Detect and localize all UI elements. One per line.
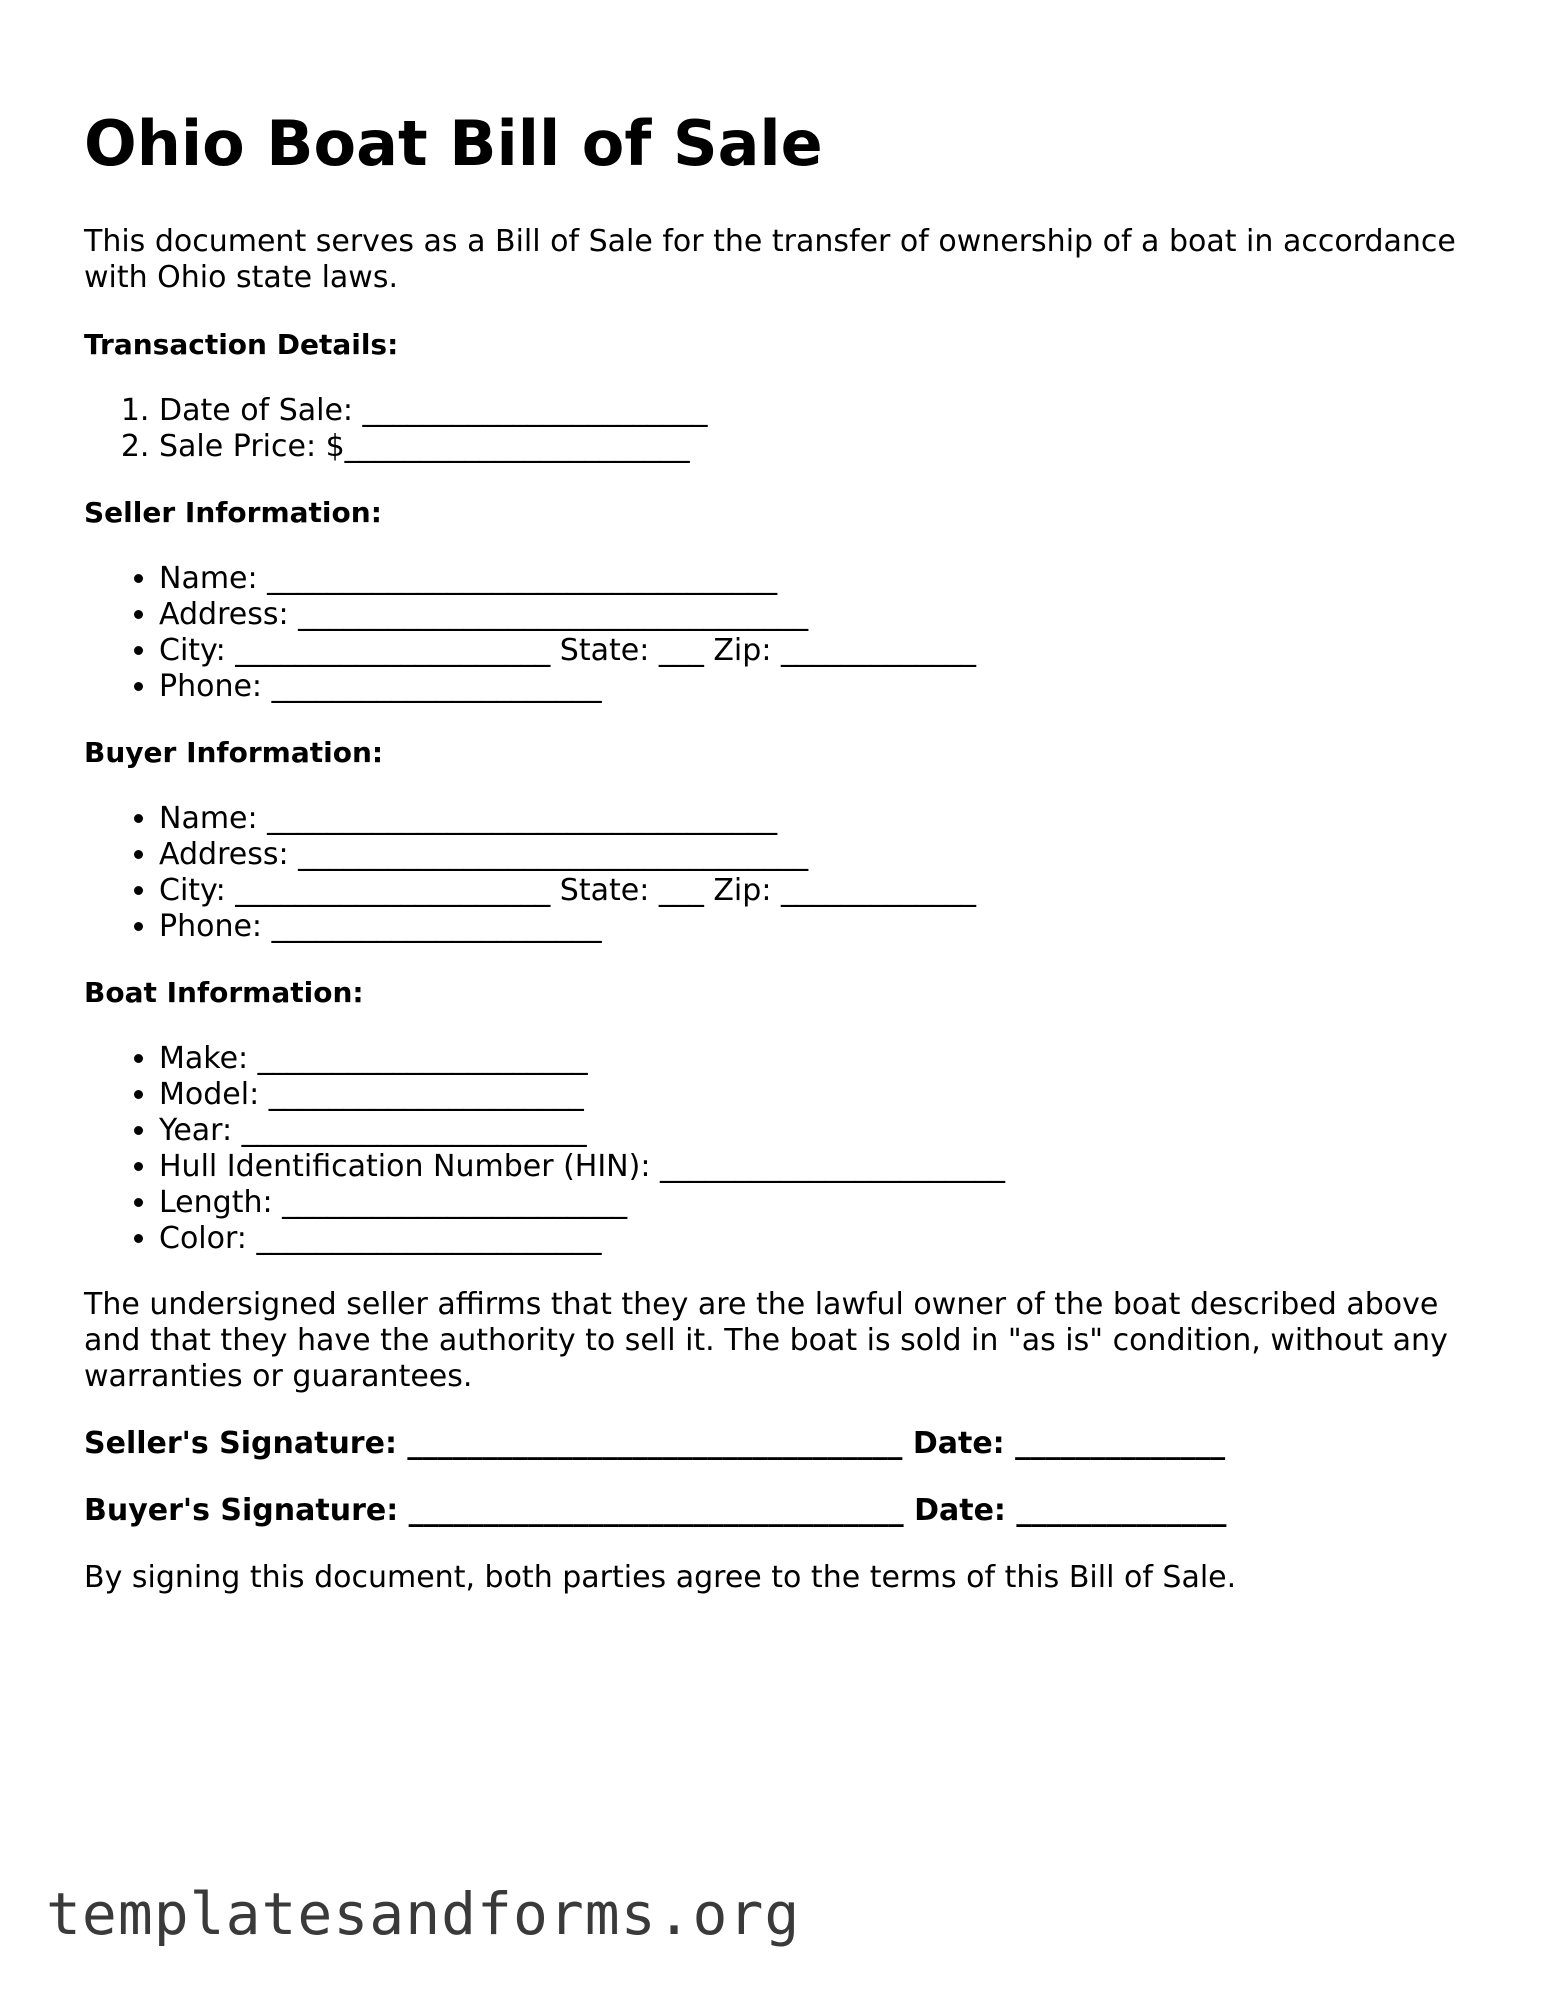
seller-list	[84, 561, 1464, 705]
closing-statement: By signing this document, both parties agree to the terms of this Bill of Sale.	[84, 1560, 1237, 1595]
buyer-name-field[interactable]: • Name: __________________________________	[159, 801, 1464, 837]
seller-address-field[interactable]: • Address: __________________________________	[159, 597, 1464, 633]
boat-hin-field[interactable]: • Hull Identification Number (HIN): _______________________	[159, 1149, 1464, 1185]
transaction-list	[84, 393, 1464, 465]
seller-heading: Seller Information:	[84, 496, 382, 529]
buyer-signature-line[interactable]: Buyer's Signature: _________________________________ Date: ______________	[84, 1493, 1227, 1528]
sale-price-field[interactable]: 2. Sale Price: $_______________________	[159, 429, 1464, 465]
boat-heading: Boat Information:	[84, 976, 364, 1009]
buyer-address-field[interactable]: • Address: __________________________________	[159, 837, 1464, 873]
document-page	[84, 108, 1464, 1596]
intro-paragraph: This document serves as a Bill of Sale for the transfer of ownership of a boat in accordance with Ohio state laws.	[84, 224, 1456, 295]
transaction-heading: Transaction Details:	[84, 328, 399, 361]
boat-year-field[interactable]: • Year: _______________________	[159, 1113, 1464, 1149]
seller-name-field[interactable]: • Name: __________________________________	[159, 561, 1464, 597]
buyer-list	[84, 801, 1464, 945]
seller-signature-line[interactable]: Seller's Signature: _________________________________ Date: ______________	[84, 1426, 1226, 1461]
boat-make-field[interactable]: • Make: ______________________	[159, 1041, 1464, 1077]
site-watermark: templatesandforms.org	[46, 1880, 801, 1948]
buyer-phone-field[interactable]: • Phone: ______________________	[159, 909, 1464, 945]
date-of-sale-field[interactable]: 1. Date of Sale: _______________________	[159, 393, 1464, 429]
seller-phone-field[interactable]: • Phone: ______________________	[159, 669, 1464, 705]
affirmation-paragraph: The undersigned seller affirms that they are the lawful owner of the boat described above and that they have the authority to sell it. The boat is sold in "as is" condition, without any warranties or guarantees.	[84, 1287, 1448, 1394]
boat-model-field[interactable]: • Model: _____________________	[159, 1077, 1464, 1113]
buyer-heading: Buyer Information:	[84, 736, 384, 769]
boat-color-field[interactable]: • Color: _______________________	[159, 1221, 1464, 1257]
document-title: Ohio Boat Bill of Sale	[84, 107, 823, 180]
seller-city-state-zip-field[interactable]: • City: _____________________ State: ___ Zip: _____________	[159, 633, 1464, 669]
buyer-city-state-zip-field[interactable]: • City: _____________________ State: ___ Zip: _____________	[159, 873, 1464, 909]
boat-list	[84, 1041, 1464, 1257]
boat-length-field[interactable]: • Length: _______________________	[159, 1185, 1464, 1221]
